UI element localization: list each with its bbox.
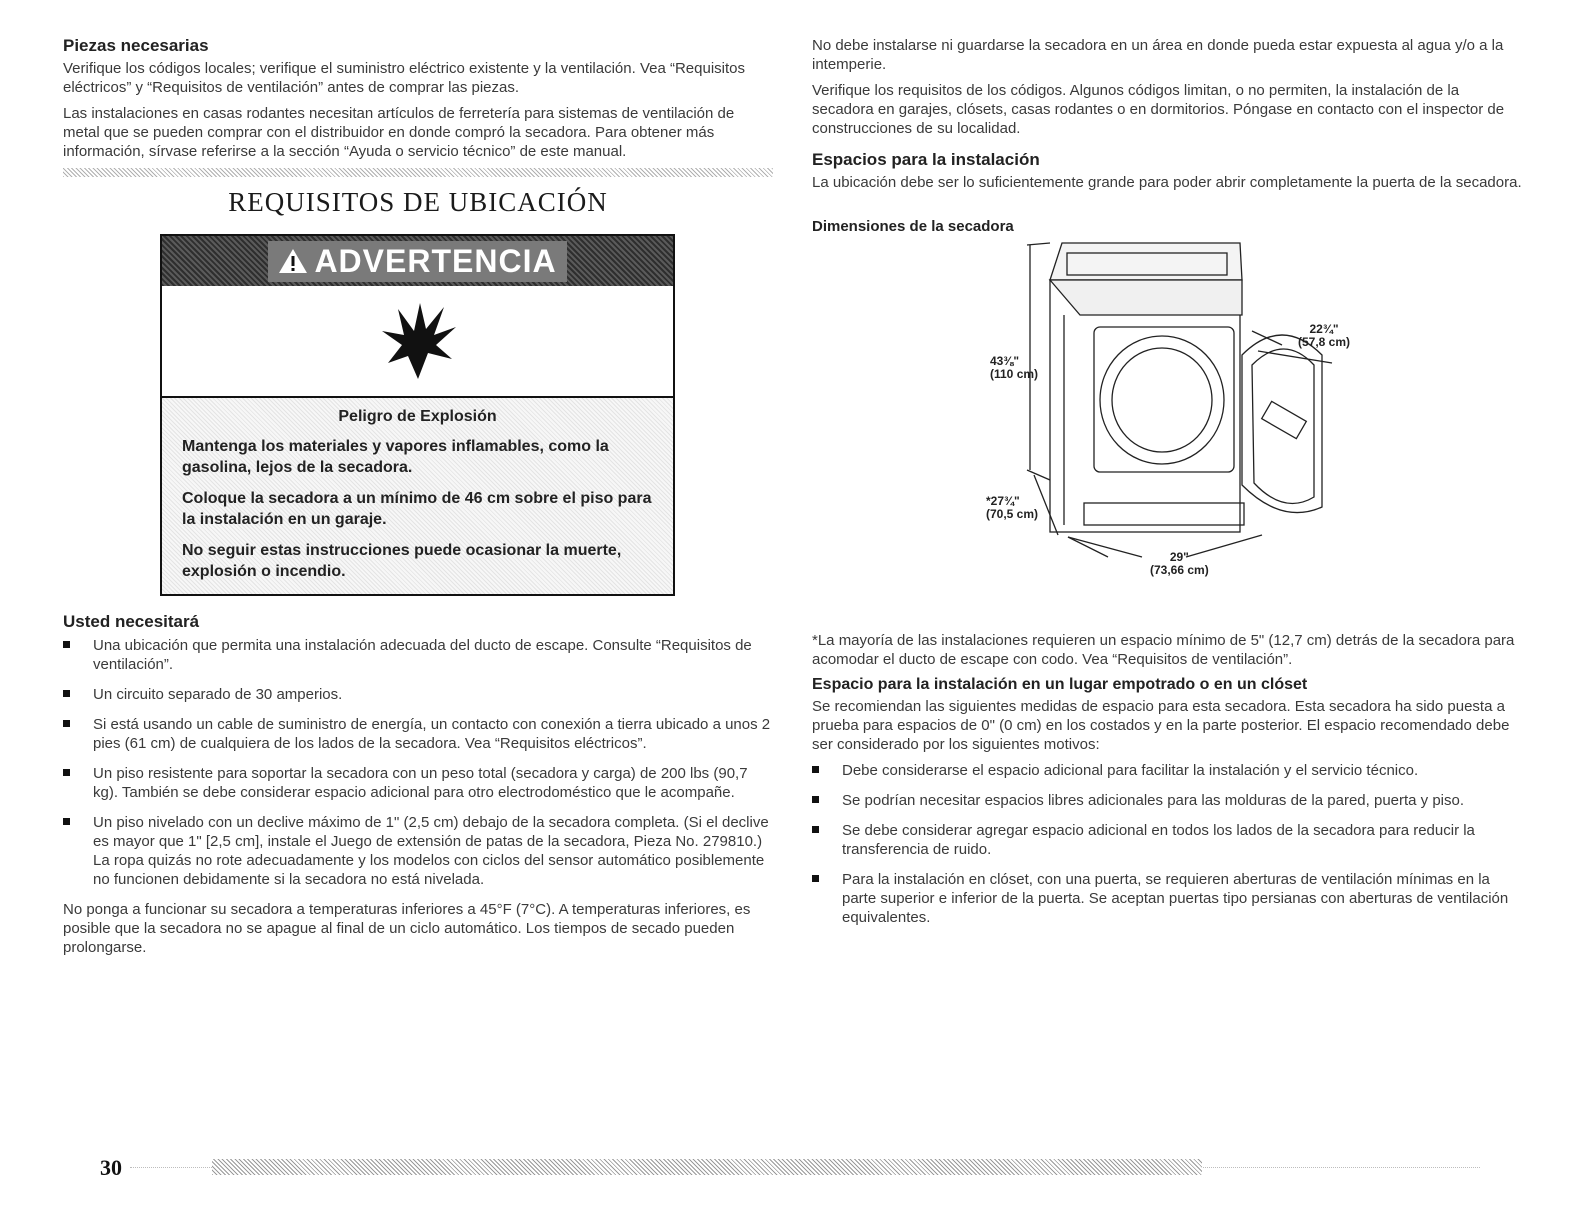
depth-dimension-label: *27¾" (70,5 cm) [986,494,1039,521]
door-dimension-label: 22¾" (57,8 cm) [1298,322,1351,349]
dimensions-caption: Dimensiones de la secadora [812,218,1014,235]
list-item: Se debe considerar agregar espacio adicional en todos los lados de la secadora para reducir la transferencia de ruido. [812,821,1522,859]
warning-header [162,236,673,286]
right-paragraph-2: Verifique los requisitos de los códigos. Algunos códigos limitan, o no permiten, la instalación de la secadora en garajes, clósets, casas rodantes o en dormitorios. Póngase en contacto con el inspector de construcciones de su localidad. [812,82,1505,137]
space-heading: Espacios para la instalación [812,150,1040,169]
warning-box [160,234,675,596]
bullet-icon [63,818,70,825]
pieces-paragraph-2: Las instalaciones en casas rodantes necesitan artículos de ferretería para sistemas de ventilación de metal que se pueden comprar con el distribuidor en donde compró la secadora. Para obtener más información, sírvase referirse a la sección “Ayuda o servicio técnico” de este manual. [63,105,735,160]
list-item: Un piso nivelado con un declive máximo de 1" (2,5 cm) debajo de la secadora completa. (Si el declive es mayor que 1" [2,5 cm], instale el Juego de extensión de patas de la secadora, Pieza No. 279810.) La ropa quizás no rote adecuadamente y los modelos con ciclos del sensor automático posiblemente no funcionen debidamente si la secadora no está nivelada. [63,813,773,889]
warning-symbol-area [162,286,673,398]
closet-list [812,761,1522,927]
section-title: REQUISITOS DE UBICACIÓN [228,187,608,217]
pieces-paragraph-1: Verifique los códigos locales; verifique el suministro eléctrico existente y la ventilación. Vea “Requisitos eléctricos” y “Requisitos de ventilación” antes de comprar las piezas. [63,60,746,96]
bullet-icon [812,766,819,773]
temperature-note: No ponga a funcionar su secadora a temperaturas inferiores a 45°F (7°C). A temperaturas inferiores, es posible que la secadora no se apague al final de un ciclo automático. Los tiempos de secado pueden prolongarse. [63,901,751,956]
left-column [63,36,773,964]
list-item: Debe considerarse el espacio adicional para facilitar la instalación y el servicio técnico. [812,761,1522,780]
page-number: 30 [100,1155,122,1180]
warning-message-2: Coloque la secadora a un mínimo de 46 cm sobre el piso para la instalación en un garaje. [182,490,652,528]
list-item: Se podrían necesitar espacios libres adicionales para las molduras de la pared, puerta y piso. [812,791,1522,810]
bullet-icon [812,875,819,882]
bullet-icon [812,826,819,833]
width-dimension-label: 29" (73,66 cm) [1150,550,1209,577]
bullet-icon [63,720,70,727]
list-item: Si está usando un cable de suministro de energía, un contacto con conexión a tierra ubicado a unos 2 pies (61 cm) de cualquiera de los lados de la secadora. Vea “Requisitos eléctricos”. [63,715,773,753]
footer-decoration [212,1159,1202,1175]
warning-message-1: Mantenga los materiales y vapores inflamables, como la gasolina, lejos de la secadora. [182,438,609,476]
need-heading: Usted necesitará [63,612,200,631]
hazard-title: Peligro de Explosión [338,408,497,425]
bullet-icon [812,796,819,803]
closet-paragraph: Se recomiendan las siguientes medidas de espacio para esta secadora. Esta secadora ha sido puesta a prueba para espacios de 0" (0 cm) en los costados y en la parte posterior. El espacio recomendado debe ser considerado por los siguientes motivos: [812,698,1510,753]
warning-body [162,398,673,594]
dryer-dimensions-diagram [812,235,1522,623]
need-list [63,636,773,889]
list-item: Para la instalación en clóset, con una puerta, se requieren aberturas de ventilación mínimas en la parte superior e inferior de la puerta. Se aceptan puertas tipo persianas con aberturas de ventilación equivalentes. [812,870,1522,927]
warning-header-label: ADVERTENCIA [314,242,557,279]
bullet-icon [63,769,70,776]
section-divider [63,168,773,177]
bullet-icon [63,690,70,697]
closet-heading: Espacio para la instalación en un lugar empotrado o en un clóset [812,676,1308,693]
height-dimension-label: 43⅜" (110 cm) [990,354,1039,381]
list-item: Un circuito separado de 30 amperios. [63,685,773,704]
list-item: Una ubicación que permita una instalación adecuada del ducto de escape. Consulte “Requisitos de ventilación”. [63,636,773,674]
warning-message-3: No seguir estas instrucciones puede ocasionar la muerte, explosión o incendio. [182,542,622,580]
right-paragraph-1: No debe instalarse ni guardarse la secadora en un área en donde pueda estar expuesta al agua y/o a la intemperie. [812,37,1504,73]
space-paragraph: La ubicación debe ser lo suficientemente grande para poder abrir completamente la puerta de la secadora. [812,174,1522,191]
list-item: Un piso resistente para soportar la secadora con un peso total (secadora y carga) de 200 lbs (90,7 kg). También se debe considerar espacio adicional para otro electrodoméstico que le acompañe. [63,764,773,802]
warning-triangle-icon [278,248,308,274]
footnote: *La mayoría de las instalaciones requieren un espacio mínimo de 5" (12,7 cm) detrás de la secadora para acomodar el ducto de escape con codo. Vea “Requisitos de ventilación”. [812,632,1515,668]
pieces-heading: Piezas necesarias [63,36,209,55]
right-column [812,36,1522,938]
bullet-icon [63,641,70,648]
explosion-icon [378,301,458,381]
